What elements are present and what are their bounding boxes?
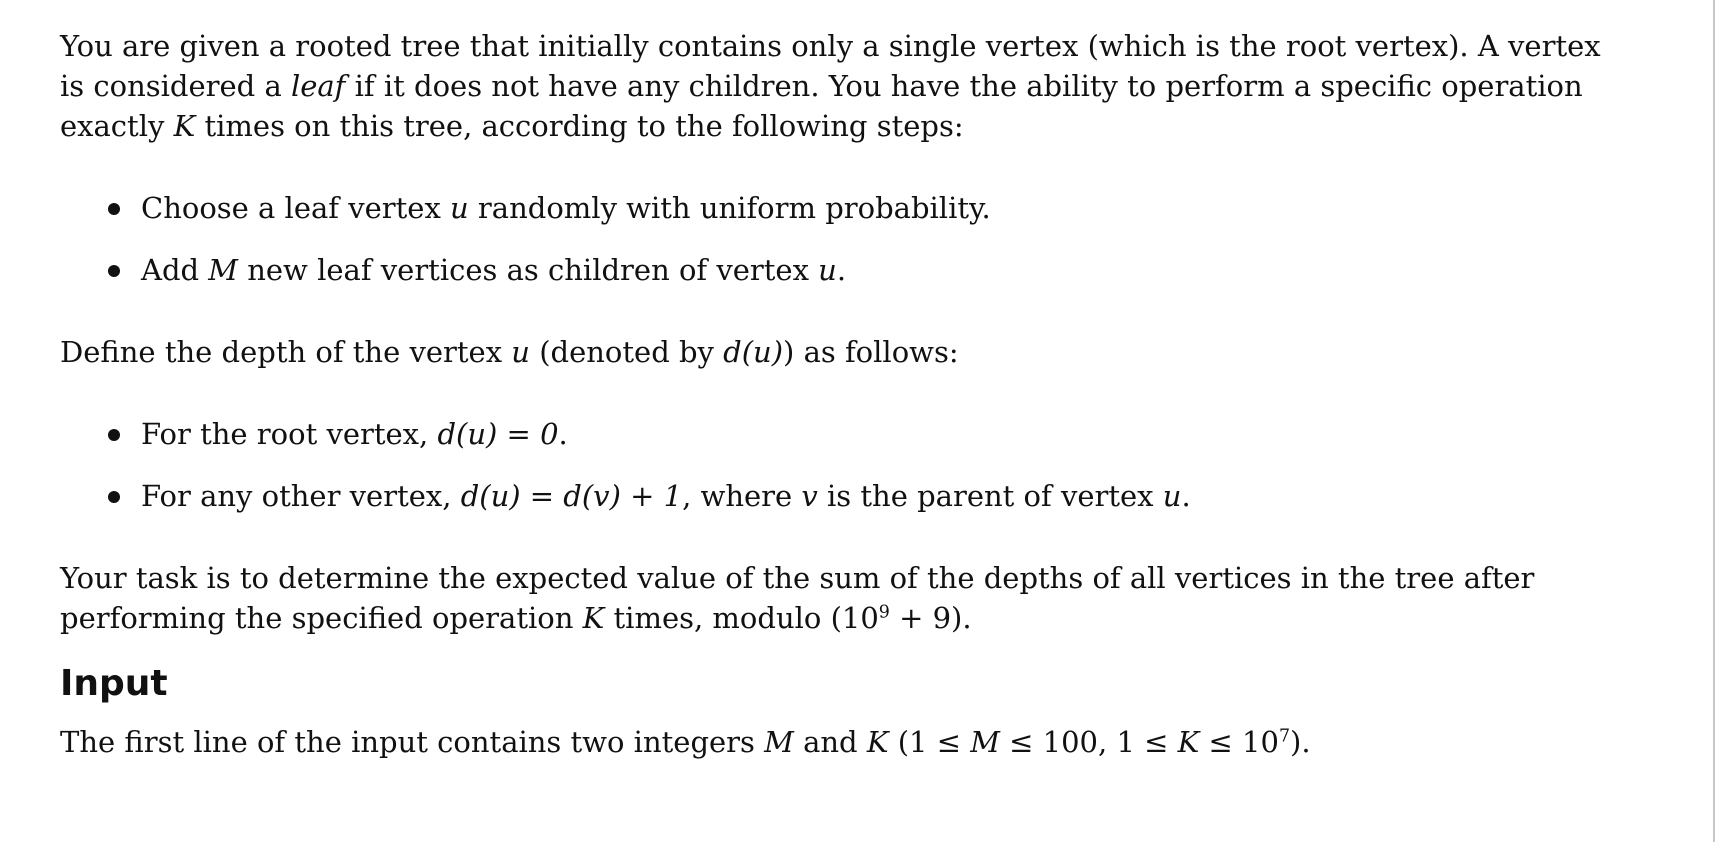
input-text: ). <box>1290 725 1311 759</box>
math-v: v <box>801 479 818 513</box>
exponent: 7 <box>1278 726 1291 747</box>
rule-item <box>60 414 1560 454</box>
depth-text: Define the depth of the vertex <box>60 335 512 369</box>
task-line-2 <box>60 598 1560 638</box>
depth-definition <box>60 332 1560 372</box>
input-text: (1 ≤ <box>888 725 971 759</box>
step-text: new leaf vertices as children of vertex <box>238 253 819 287</box>
math-m: M <box>208 253 238 287</box>
task-text: + 9). <box>889 601 972 635</box>
task-text: times, modulo (10 <box>604 601 879 635</box>
intro-text: is considered a <box>60 69 291 103</box>
math-u: u <box>511 335 530 369</box>
intro-paragraph <box>60 26 1601 146</box>
intro-text: times on this tree, according to the following steps: <box>195 109 964 143</box>
math-k: K <box>866 725 889 759</box>
step-text: randomly with uniform probability. <box>468 191 991 225</box>
input-heading: Input <box>60 663 168 704</box>
bullet-icon <box>108 265 120 277</box>
bullet-icon <box>108 203 120 215</box>
math-k: K <box>173 109 196 143</box>
input-text: ≤ 100, 1 ≤ <box>999 725 1178 759</box>
math-root-depth: d(u) = 0 <box>437 417 559 451</box>
math-u: u <box>450 191 469 225</box>
rule-text: , where <box>682 479 802 513</box>
math-m: M <box>764 725 794 759</box>
intro-text: if it does not have any children. You have the ability to perform a specific operation <box>345 69 1583 103</box>
rule-text: For any other vertex, <box>141 479 461 513</box>
exponent: 9 <box>878 602 890 623</box>
math-k: K <box>582 601 605 635</box>
intro-line-1: You are given a rooted tree that initially contains only a single vertex (which is the root vertex). A vertex <box>60 29 1601 63</box>
operation-steps-list <box>60 188 1560 290</box>
input-text: and <box>793 725 867 759</box>
bullet-icon <box>108 429 120 441</box>
step-item <box>60 250 1560 290</box>
depth-rules-list <box>60 414 1560 516</box>
step-item <box>60 188 1560 228</box>
depth-text: (denoted by <box>529 335 724 369</box>
task-line-1: Your task is to determine the expected value of the sum of the depths of all vertices in the tree after <box>60 561 1535 595</box>
intro-line-3 <box>60 106 1560 146</box>
rule-text: . <box>558 417 568 451</box>
depth-text: ) as follows: <box>783 335 959 369</box>
rule-text: . <box>1181 479 1191 513</box>
intro-line-2 <box>60 66 1583 106</box>
math-u: u <box>1162 479 1182 513</box>
task-text: performing the specified operation <box>60 601 583 635</box>
input-text: ≤ 10 <box>1199 725 1279 759</box>
leaf-term: leaf <box>290 69 346 103</box>
input-description <box>60 722 1560 762</box>
intro-text: exactly <box>60 109 174 143</box>
rule-item <box>60 476 1560 516</box>
step-text: Add <box>141 253 209 287</box>
problem-statement <box>60 26 1601 762</box>
math-u: u <box>818 253 837 287</box>
rule-text: For the root vertex, <box>141 417 438 451</box>
bullet-icon <box>108 491 120 503</box>
rule-text: is the parent of vertex <box>817 479 1163 513</box>
task-paragraph <box>60 558 1560 638</box>
math-m: M <box>970 725 1000 759</box>
math-k: K <box>1177 725 1200 759</box>
math-depth-recurrence: d(u) = d(v) + 1 <box>460 479 683 513</box>
input-text: The first line of the input contains two integers <box>60 725 765 759</box>
step-text: Choose a leaf vertex <box>141 191 451 225</box>
step-text: . <box>836 253 847 287</box>
math-d-u: d(u) <box>723 335 784 369</box>
